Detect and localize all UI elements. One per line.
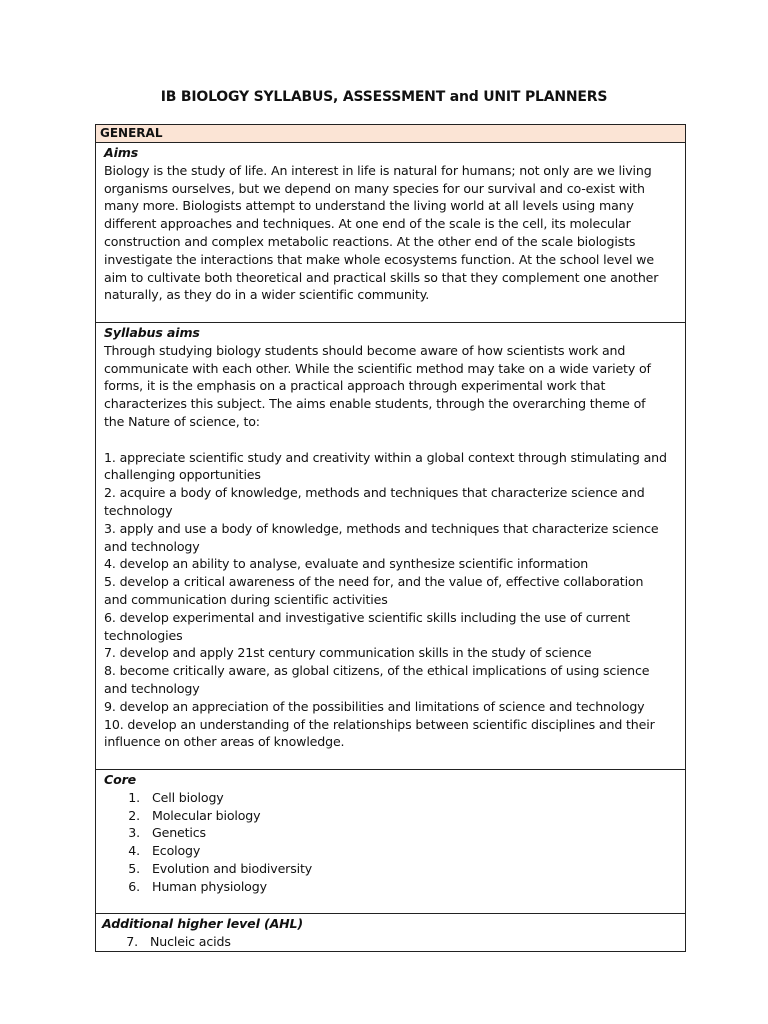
syllabus-aim-line: technologies <box>104 627 183 643</box>
list-item <box>104 807 682 825</box>
ahl-section <box>96 914 685 951</box>
list-item <box>104 789 682 807</box>
syllabus-aim-line: 7. develop and apply 21st century communication skills in the study of science <box>104 645 592 661</box>
aims-text-line: naturally, as they do in a wider scientific community. <box>104 287 430 303</box>
syllabus-aim-line: 9. develop an appreciation of the possibilities and limitations of science and technology <box>104 698 645 714</box>
aims-section <box>96 143 685 323</box>
aims-text-line: investigate the interactions that make whole ecosystems function. At the school level we <box>104 251 654 267</box>
syllabus-aim-line: 4. develop an ability to analyse, evaluate and synthesize scientific information <box>104 556 589 572</box>
syllabus-intro-line: the Nature of science, to: <box>104 413 260 429</box>
syllabus-aim-line: and technology <box>104 680 200 696</box>
syllabus-aims-title: Syllabus aims <box>104 325 200 340</box>
list-item-text: Nucleic acids <box>150 933 231 949</box>
syllabus-aims-section <box>96 323 685 770</box>
list-item <box>104 824 682 842</box>
list-item-number: 4. <box>128 843 140 859</box>
general-header: GENERAL <box>96 125 685 143</box>
core-topic-list <box>104 789 682 896</box>
aims-title: Aims <box>104 145 139 160</box>
ahl-topic-list <box>102 933 682 951</box>
core-section <box>96 770 685 914</box>
list-item-text: Genetics <box>152 825 206 841</box>
aims-body <box>104 162 682 304</box>
aims-text-line: construction and complex metabolic reactions. At the other end of the scale biologists <box>104 233 636 249</box>
list-item <box>104 878 682 896</box>
syllabus-intro-line: Through studying biology students should become aware of how scientists work and <box>104 342 626 358</box>
list-item-number: 2. <box>128 807 140 823</box>
list-item <box>102 933 682 951</box>
syllabus-aim-line: influence on other areas of knowledge. <box>104 734 345 750</box>
list-item-text: Ecology <box>152 843 201 859</box>
syllabus-aim-line: 10. develop an understanding of the relationships between scientific disciplines and their <box>104 716 655 732</box>
syllabus-aim-line: and technology <box>104 538 200 554</box>
syllabus-intro-line: characterizes this subject. The aims enable students, through the overarching theme of <box>104 396 646 412</box>
aims-text-line: Biology is the study of life. An interest in life is natural for humans; not only are we living <box>104 162 652 178</box>
core-title: Core <box>104 772 137 787</box>
syllabus-aims-list <box>104 449 682 752</box>
syllabus-aim-line: 5. develop a critical awareness of the need for, and the value of, effective collaboration <box>104 574 644 590</box>
aims-text-line: many more. Biologists attempt to understand the living world at all levels using many <box>104 198 634 214</box>
syllabus-aim-line: 2. acquire a body of knowledge, methods and techniques that characterize science and <box>104 485 645 501</box>
list-item-number: 7. <box>126 933 138 949</box>
list-item-text: Evolution and biodiversity <box>152 860 313 876</box>
syllabus-aim-line: challenging opportunities <box>104 467 261 483</box>
aims-text-line: different approaches and techniques. At one end of the scale is the cell, its molecular <box>104 216 631 232</box>
syllabus-intro-line: forms, it is the emphasis on a practical approach through experimental work that <box>104 378 606 394</box>
syllabus-aim-line: 1. appreciate scientific study and creativity within a global context through stimulating and <box>104 449 667 465</box>
document-title: IB BIOLOGY SYLLABUS, ASSESSMENT and UNIT PLANNERS <box>160 89 608 105</box>
syllabus-aim-line: and communication during scientific activities <box>104 591 388 607</box>
aims-text-line: organisms ourselves, but we depend on many species for our survival and co-exist with <box>104 180 645 196</box>
aims-text-line: aim to cultivate both theoretical and practical skills so that they complement one another <box>104 269 659 285</box>
syllabus-aim-line: 3. apply and use a body of knowledge, methods and techniques that characterize science <box>104 520 659 536</box>
syllabus-aim-line: technology <box>104 502 173 518</box>
syllabus-aim-line: 6. develop experimental and investigative scientific skills including the use of current <box>104 609 631 625</box>
list-item-number: 3. <box>128 825 140 841</box>
list-item <box>104 860 682 878</box>
list-item-number: 1. <box>128 789 140 805</box>
list-item-text: Cell biology <box>152 789 224 805</box>
list-item-text: Molecular biology <box>152 807 261 823</box>
list-item-text: Human physiology <box>152 878 267 894</box>
syllabus-table <box>95 124 686 952</box>
syllabus-intro-line: communicate with each other. While the scientific method may take on a wide variety of <box>104 360 651 376</box>
syllabus-aims-intro <box>104 342 682 431</box>
list-item-number: 5. <box>128 860 140 876</box>
ahl-title: Additional higher level (AHL) <box>102 916 304 931</box>
syllabus-aim-line: 8. become critically aware, as global citizens, of the ethical implications of using science <box>104 663 650 679</box>
list-item-number: 6. <box>128 878 140 894</box>
list-item <box>104 842 682 860</box>
